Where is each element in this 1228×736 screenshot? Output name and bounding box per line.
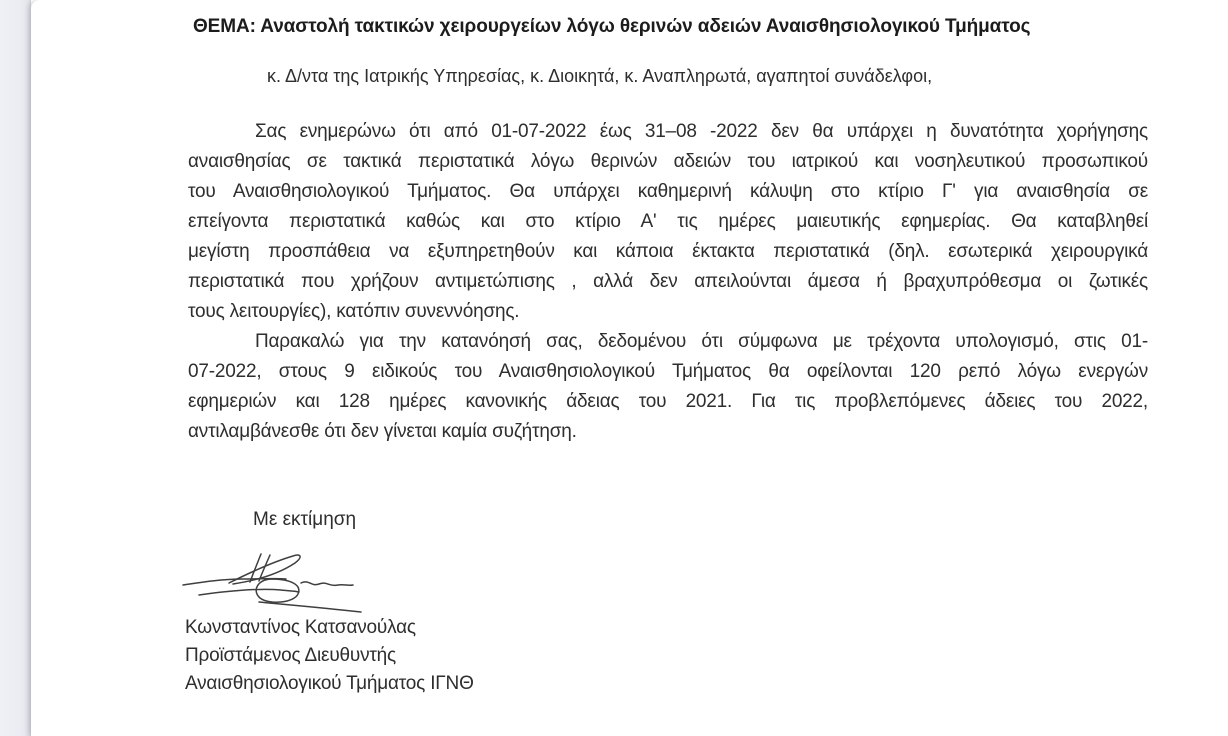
letter-text-line: τους λειτουργίες), κατόπιν συνεννόησης.: [188, 301, 520, 322]
letter-text-line: αναισθησίας σε τακτικά περιστατικά λόγω θερινών αδειών του ιατρικού και νοσηλευτικού προσωπικού: [188, 151, 1148, 172]
letter-text-line: περιστατικά που χρήζουν αντιμετώπισης , αλλά δεν απειλούνται άμεσα ή βραχυπρόθεσμα οι ζωτικές: [188, 271, 1148, 292]
signature-block: [185, 614, 474, 698]
letter-body: [188, 117, 1148, 447]
signatory-name: Κωνσταντίνος Κατσανούλας: [185, 617, 416, 638]
subject-line: ΘΕΜΑ: Αναστολή τακτικών χειρουργείων λόγω θερινών αδειών Αναισθησιολογικού Τμήματος: [193, 16, 1031, 37]
page-left-margin-strip: [0, 0, 31, 736]
signatory-department: Αναισθησιολογικού Τμήματος ΙΓΝΘ: [185, 673, 474, 694]
letter-text-line: Σας ενημερώνω ότι από 01-07-2022 έως 31–08 -2022 δεν θα υπάρχει η δυνατότητα χορήγησης: [255, 121, 1148, 142]
letter-text-line: εφημεριών και 128 ημέρες κανονικής άδειας του 2021. Για τις προβλεπόμενες άδειες του 2022,: [188, 391, 1148, 412]
closing-salutation: Με εκτίμηση: [253, 509, 357, 530]
salutation-line: κ. Δ/ντα της Ιατρικής Υπηρεσίας, κ. Διοικητά, κ. Αναπληρωτά, αγαπητοί συνάδελφοι,: [267, 66, 933, 86]
letter-text-line: του Αναισθησιολογικού Τμήματος. Θα υπάρχει καθημερινή κάλυψη στο κτίριο Γ' για αναισθησία σε: [188, 181, 1148, 202]
letter-text-line: Παρακαλώ για την κατανόησή σας, δεδομένου ότι σύμφωνα με τρέχοντα υπολογισμό, στις 01-: [255, 331, 1148, 352]
letter-page: [31, 0, 1228, 736]
letter-text-line: αντιλαμβάνεσθε ότι δεν γίνεται καμία συζήτηση.: [188, 421, 577, 442]
signatory-role: Προϊστάμενος Διευθυντής: [185, 645, 396, 666]
letter-text-line: 07-2022, στους 9 ειδικούς του Αναισθησιολογικού Τμήματος θα οφείλονται 120 ρεπό λόγω ενεργών: [188, 361, 1148, 382]
paragraph-2: [188, 327, 1148, 447]
paragraph-1: [188, 117, 1148, 327]
handwritten-signature-icon: [181, 552, 366, 614]
letter-text-line: μεγίστη προσπάθεια να εξυπηρετηθούν και κάποια έκτακτα περιστατικά (δηλ. εσωτερικά χειρουργικά: [188, 241, 1148, 262]
letter-text-line: επείγοντα περιστατικά καθώς και στο κτίριο Α' τις ημέρες μαιευτικής εφημερίας. Θα καταβληθεί: [188, 211, 1148, 232]
